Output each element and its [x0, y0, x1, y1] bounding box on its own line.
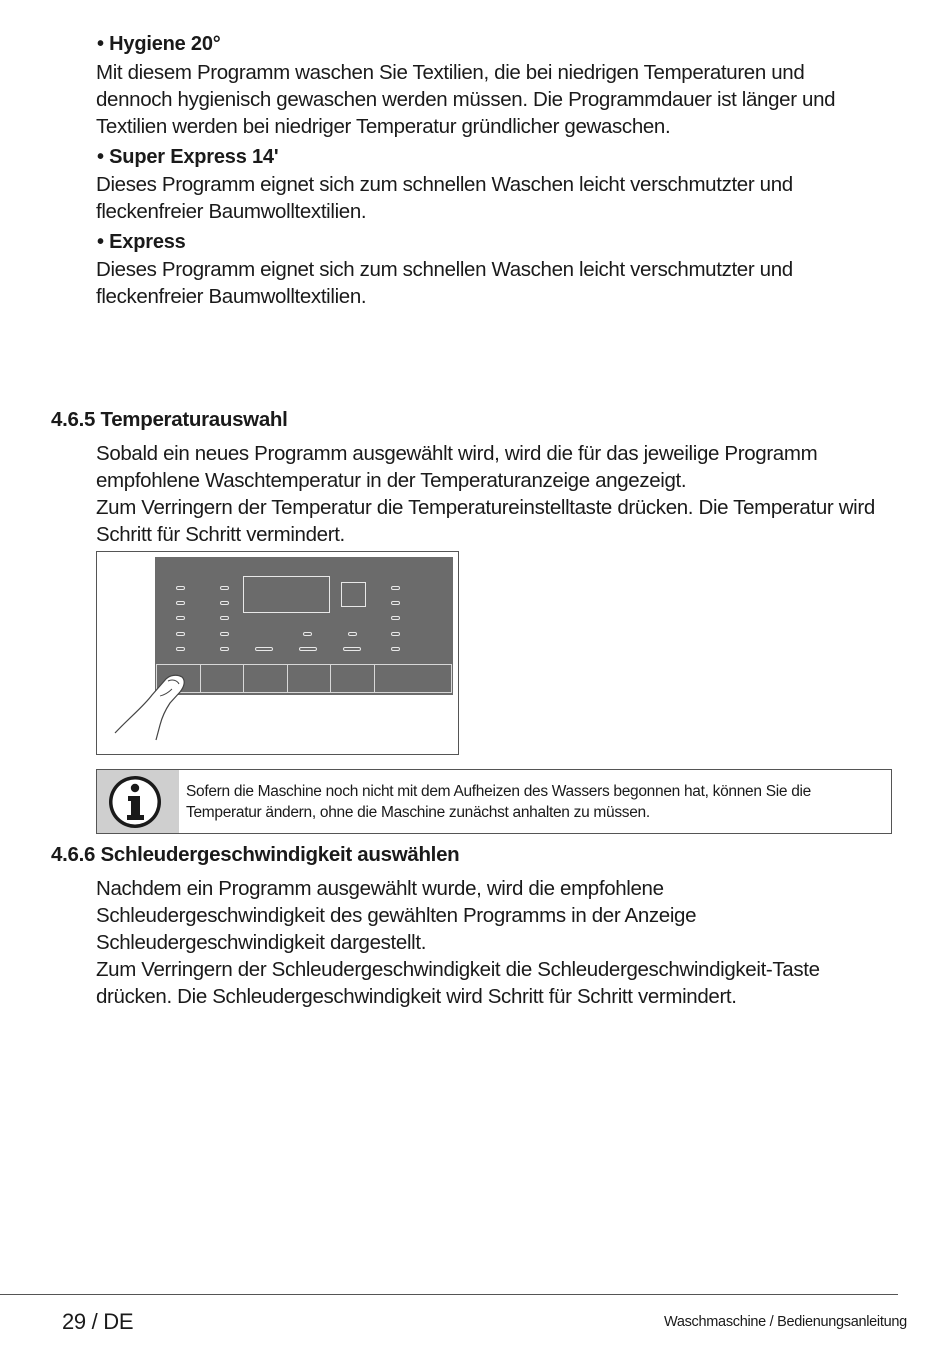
program-title-super-express: • Super Express 14': [97, 146, 279, 168]
text-line: Sobald ein neues Programm ausgewählt wird, wird die für das jeweilige Programm: [96, 442, 818, 465]
led-indicator: [220, 586, 229, 590]
program-desc-express: [96, 256, 793, 310]
led-indicator: [303, 632, 312, 636]
text-line: Dieses Programm eignet sich zum schnellen Waschen leicht verschmutzter und: [96, 173, 793, 196]
text-line: Dieses Programm eignet sich zum schnellen Waschen leicht verschmutzter und: [96, 258, 793, 281]
section-heading-temperature: 4.6.5 Temperaturauswahl: [51, 408, 288, 431]
led-indicator: [348, 632, 357, 636]
section-body-spin-speed: [96, 875, 820, 1010]
led-indicator: [176, 616, 185, 620]
hand-pressing-icon: [110, 665, 200, 745]
button-divider: [374, 665, 375, 693]
led-indicator: [391, 601, 400, 605]
text-line: Temperatur ändern, ohne die Maschine zunächst anhalten zu müssen.: [186, 804, 650, 821]
led-indicator: [391, 616, 400, 620]
button-divider: [200, 665, 201, 693]
program-title-express: • Express: [97, 231, 186, 253]
led-indicator: [343, 647, 361, 651]
footer-document-title: Waschmaschine / Bedienungsanleitung: [664, 1314, 907, 1330]
text-line: empfohlene Waschtemperatur in der Temperaturanzeige angezeigt.: [96, 469, 687, 492]
button-divider: [330, 665, 331, 693]
section-heading-spin-speed: 4.6.6 Schleudergeschwindigkeit auswählen: [51, 843, 460, 866]
text-line: Schleudergeschwindigkeit dargestellt.: [96, 931, 427, 954]
text-line: fleckenfreier Baumwolltextilien.: [96, 285, 367, 308]
led-indicator: [176, 601, 185, 605]
text-line: Schritt für Schritt vermindert.: [96, 523, 345, 546]
led-indicator: [391, 632, 400, 636]
page-number: 29 / DE: [62, 1309, 134, 1334]
info-icon: [107, 774, 163, 830]
program-desc-hygiene: [96, 59, 835, 140]
text-line: Sofern die Maschine noch nicht mit dem Aufheizen des Wassers begonnen hat, können Sie die: [186, 783, 811, 800]
led-indicator: [176, 586, 185, 590]
program-desc-super-express: [96, 171, 793, 225]
led-indicator: [391, 647, 400, 651]
led-indicator: [255, 647, 273, 651]
button-divider: [287, 665, 288, 693]
main-display: [243, 576, 330, 613]
led-indicator: [220, 601, 229, 605]
text-line: Nachdem ein Programm ausgewählt wurde, wird die empfohlene: [96, 877, 664, 900]
text-line: Textilien werden bei niedriger Temperatur gründlicher gewaschen.: [96, 115, 671, 138]
program-title-hygiene: • Hygiene 20°: [97, 33, 221, 55]
section-body-temperature: [96, 440, 875, 548]
info-note-text: [186, 781, 811, 823]
info-icon-background: [97, 770, 179, 833]
led-indicator: [220, 632, 229, 636]
text-line: Schleudergeschwindigkeit des gewählten Programms in der Anzeige: [96, 904, 697, 927]
led-indicator: [220, 616, 229, 620]
led-indicator: [391, 586, 400, 590]
led-indicator: [220, 647, 229, 651]
led-indicator: [299, 647, 317, 651]
text-line: drücken. Die Schleudergeschwindigkeit wird Schritt für Schritt vermindert.: [96, 985, 737, 1008]
text-line: Zum Verringern der Temperatur die Temperatureinstelltaste drücken. Die Temperatur wird: [96, 496, 875, 519]
text-line: Mit diesem Programm waschen Sie Textilien, die bei niedrigen Temperaturen und: [96, 61, 805, 84]
led-indicator: [176, 647, 185, 651]
button-divider: [243, 665, 244, 693]
led-indicator: [176, 632, 185, 636]
text-line: Zum Verringern der Schleudergeschwindigkeit die Schleudergeschwindigkeit-Taste: [96, 958, 820, 981]
small-display: [341, 582, 366, 607]
text-line: dennoch hygienisch gewaschen werden müssen. Die Programmdauer ist länger und: [96, 88, 836, 111]
text-line: fleckenfreier Baumwolltextilien.: [96, 200, 367, 223]
footer-divider: [0, 1294, 898, 1295]
